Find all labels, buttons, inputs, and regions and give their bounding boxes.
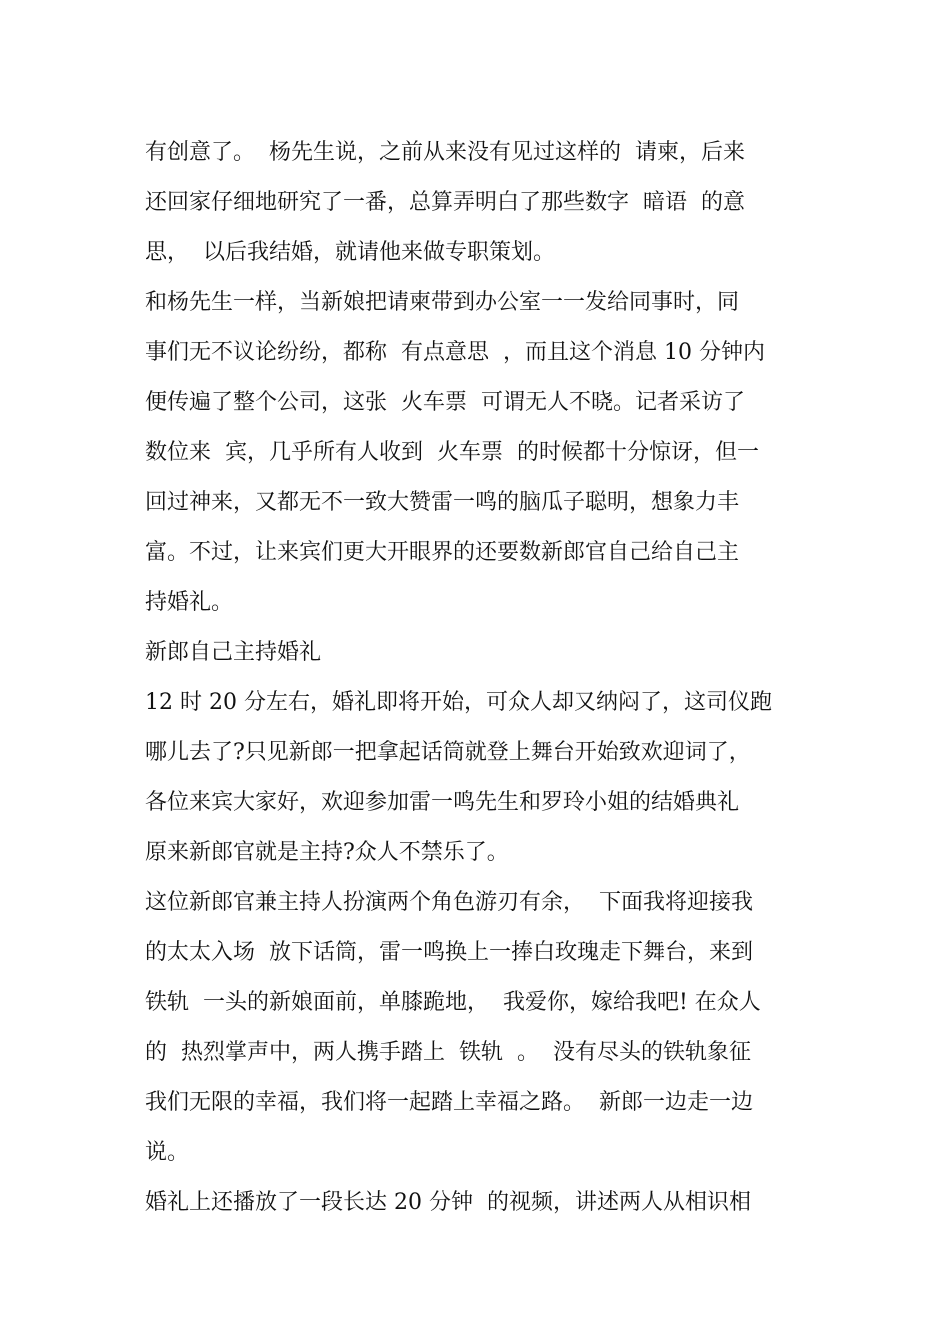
text-line: 思， 以后我结婚，就请他来做专职策划。 [145, 240, 555, 265]
text-line: 这位新郎官兼主持人扮演两个角色游刃有余， 下面我将迎接我 [145, 890, 753, 915]
text-line: 数位来 宾，几乎所有人收到 火车票 的时候都十分惊讶，但一 [145, 440, 759, 465]
section-heading: 新郎自己主持婚礼 [145, 640, 322, 665]
text-line: 12 时 20 分左右，婚礼即将开始，可众人却又纳闷了，这司仪跑 [145, 690, 772, 715]
text-line: 持婚礼。 [145, 590, 234, 615]
text-line: 事们无不议论纷纷，都称 有点意思 ，而且这个消息 10 分钟内 [145, 340, 765, 365]
text-line: 的 热烈掌声中，两人携手踏上 铁轨 。 没有尽头的铁轨象征 [145, 1040, 751, 1065]
document-body [145, 130, 810, 1230]
text-line: 的太太入场 放下话筒，雷一鸣换上一捧白玫瑰走下舞台，来到 [145, 940, 753, 965]
text-line: 原来新郎官就是主持?众人不禁乐了。 [145, 840, 509, 865]
text-line: 和杨先生一样，当新娘把请柬带到办公室一一发给同事时，同 [145, 290, 740, 315]
text-line: 有创意了。 杨先生说，之前从来没有见过这样的 请柬，后来 [145, 140, 745, 165]
text-line: 还回家仔细地研究了一番，总算弄明白了那些数字 暗语 的意 [145, 190, 745, 215]
text-line: 各位来宾大家好，欢迎参加雷一鸣先生和罗玲小姐的结婚典礼 [145, 790, 740, 815]
text-line: 说。 [145, 1140, 190, 1165]
text-line: 铁轨 一头的新娘面前，单膝跪地， 我爱你，嫁给我吧! 在众人 [145, 990, 761, 1015]
text-line: 富。不过，让来宾们更大开眼界的还要数新郎官自己给自己主 [145, 540, 740, 565]
text-line: 哪儿去了?只见新郎一把拿起话筒就登上舞台开始致欢迎词了， [145, 740, 751, 765]
text-line: 婚礼上还播放了一段长达 20 分钟 的视频，讲述两人从相识相 [145, 1190, 751, 1215]
text-line: 便传遍了整个公司，这张 火车票 可谓无人不晓。记者采访了 [145, 390, 745, 415]
text-line: 我们无限的幸福，我们将一起踏上幸福之路。 新郎一边走一边 [145, 1090, 753, 1115]
text-line: 回过神来，又都无不一致大赞雷一鸣的脑瓜子聪明，想象力丰 [145, 490, 740, 515]
